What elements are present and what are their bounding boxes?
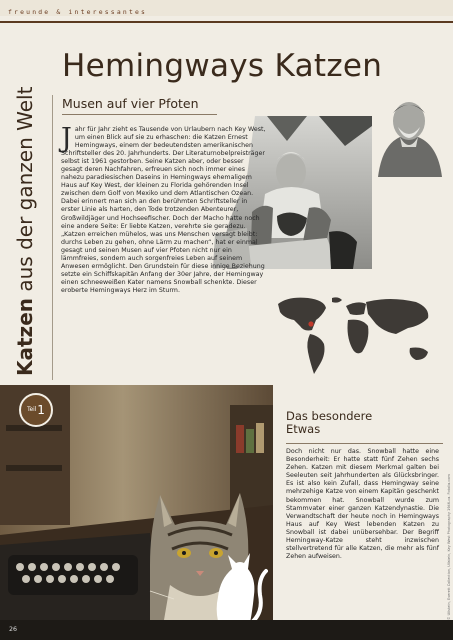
sidebar-heading-line-2: Etwas — [286, 422, 321, 436]
photo-credit: © Ullstein, Everett Collection, Ullstein, Key West Photography 1946-ca. Fotolia.com — [447, 474, 451, 620]
part-number: 1 — [37, 403, 45, 417]
page-number: 26 — [9, 626, 18, 633]
article-title: Hemingways Katzen — [62, 48, 383, 84]
header-rule — [0, 21, 453, 23]
sidebar-heading-line-1: Das besondere — [286, 409, 373, 423]
article-subtitle: Musen auf vier Pfoten — [62, 96, 199, 111]
vertical-title-light: aus der ganzen Welt — [13, 86, 37, 298]
article-body — [61, 123, 266, 295]
sidebar-heading — [286, 410, 372, 436]
drop-cap: J — [61, 123, 72, 154]
world-map-icon — [264, 292, 444, 378]
hemingway-portrait-photo — [372, 97, 445, 177]
sidebar-paragraph: Doch nicht nur das. Snowball hatte eine Besonderheit: Er hatte statt fünf Zehen sechs Zehen. Katzen mit diesem Merkmal galten bei Seeleuten seit Jahrhunderten als Glücksbringer. Es ist also kein Zufall, dass Hemingway seine mehrzehige Katze von einem Kapitän geschenkt bekommen hat. Snowball wurde zum Stammvater einer ganzen Katzendynastie. Die Verwandtschaft der heute noch in Hemingways Haus auf Key West lebenden Katzen zu Snowball ist dabei unübersehbar. Der Begriff Hemingway-Katze steht inzwischen stellvertretend für alle Katzen, die mehr als fünf Zehen aufweisen. — [286, 448, 439, 561]
sidebar-rule — [286, 443, 443, 444]
section-tag: freunde & interessantes — [8, 8, 148, 16]
article-paragraph — [61, 123, 266, 295]
key-west-marker — [308, 321, 313, 326]
part-label: Teil — [27, 407, 37, 413]
sidebar-body — [286, 448, 439, 561]
column-rule — [52, 95, 53, 380]
footer-bar — [0, 620, 453, 640]
subtitle-rule — [62, 114, 217, 115]
vertical-title-bold: Katzen — [13, 298, 37, 376]
part-badge — [19, 393, 53, 427]
vertical-section-title — [13, 87, 37, 376]
article-body-text: ahr für Jahr zieht es Tausende von Urlaubern nach Key West, um einen Blick auf sie zu erhaschen: die Katzen Ernest Hemingways, einem der bedeutendsten amerikanischen Schriftsteller des 20. Jahrhunderts. Der Literaturnobelpreisträger selbst ist 1961 gestorben. Seine Katzen aber, oder besser gesagt deren Nachfahren, erfreuen sich noch immer eines nahezu paradiesischen Daseins in Hemingways ehemaligem Haus auf Key West, der kleinen zu Florida gehörenden Insel zwischen dem Golf von Mexiko und dem Atlantischen Ozean. Dabei erinnert man sich an den berühmten Schriftsteller in erster Linie als harten, den Tode trotzenden Abenteurer, Großwildjäger und Hochseefischer. Doch der Macho hatte noch eine andere Seite: Er liebte Katzen, verehrte sie geradezu. „Katzen erreichen mühelos, was uns Menschen versagt bleibt: durchs Leben zu gehen, ohne Lärm zu machen“, hat er einmal gesagt und seinen Musen auf vier Pfoten nicht nur ein lämmfreies, sondern auch sorgenfreies Leben auf seinem Anwesen ermöglicht. Den Grundstein für diese innige Beziehung setzte ein Schiffskapitän Anfang der 30er Jahre, der Hemingway einen schneeweißen Kater namens Snowball schenkte. Dieser eroberte Hemingways Herz im Sturm. — [61, 126, 266, 294]
